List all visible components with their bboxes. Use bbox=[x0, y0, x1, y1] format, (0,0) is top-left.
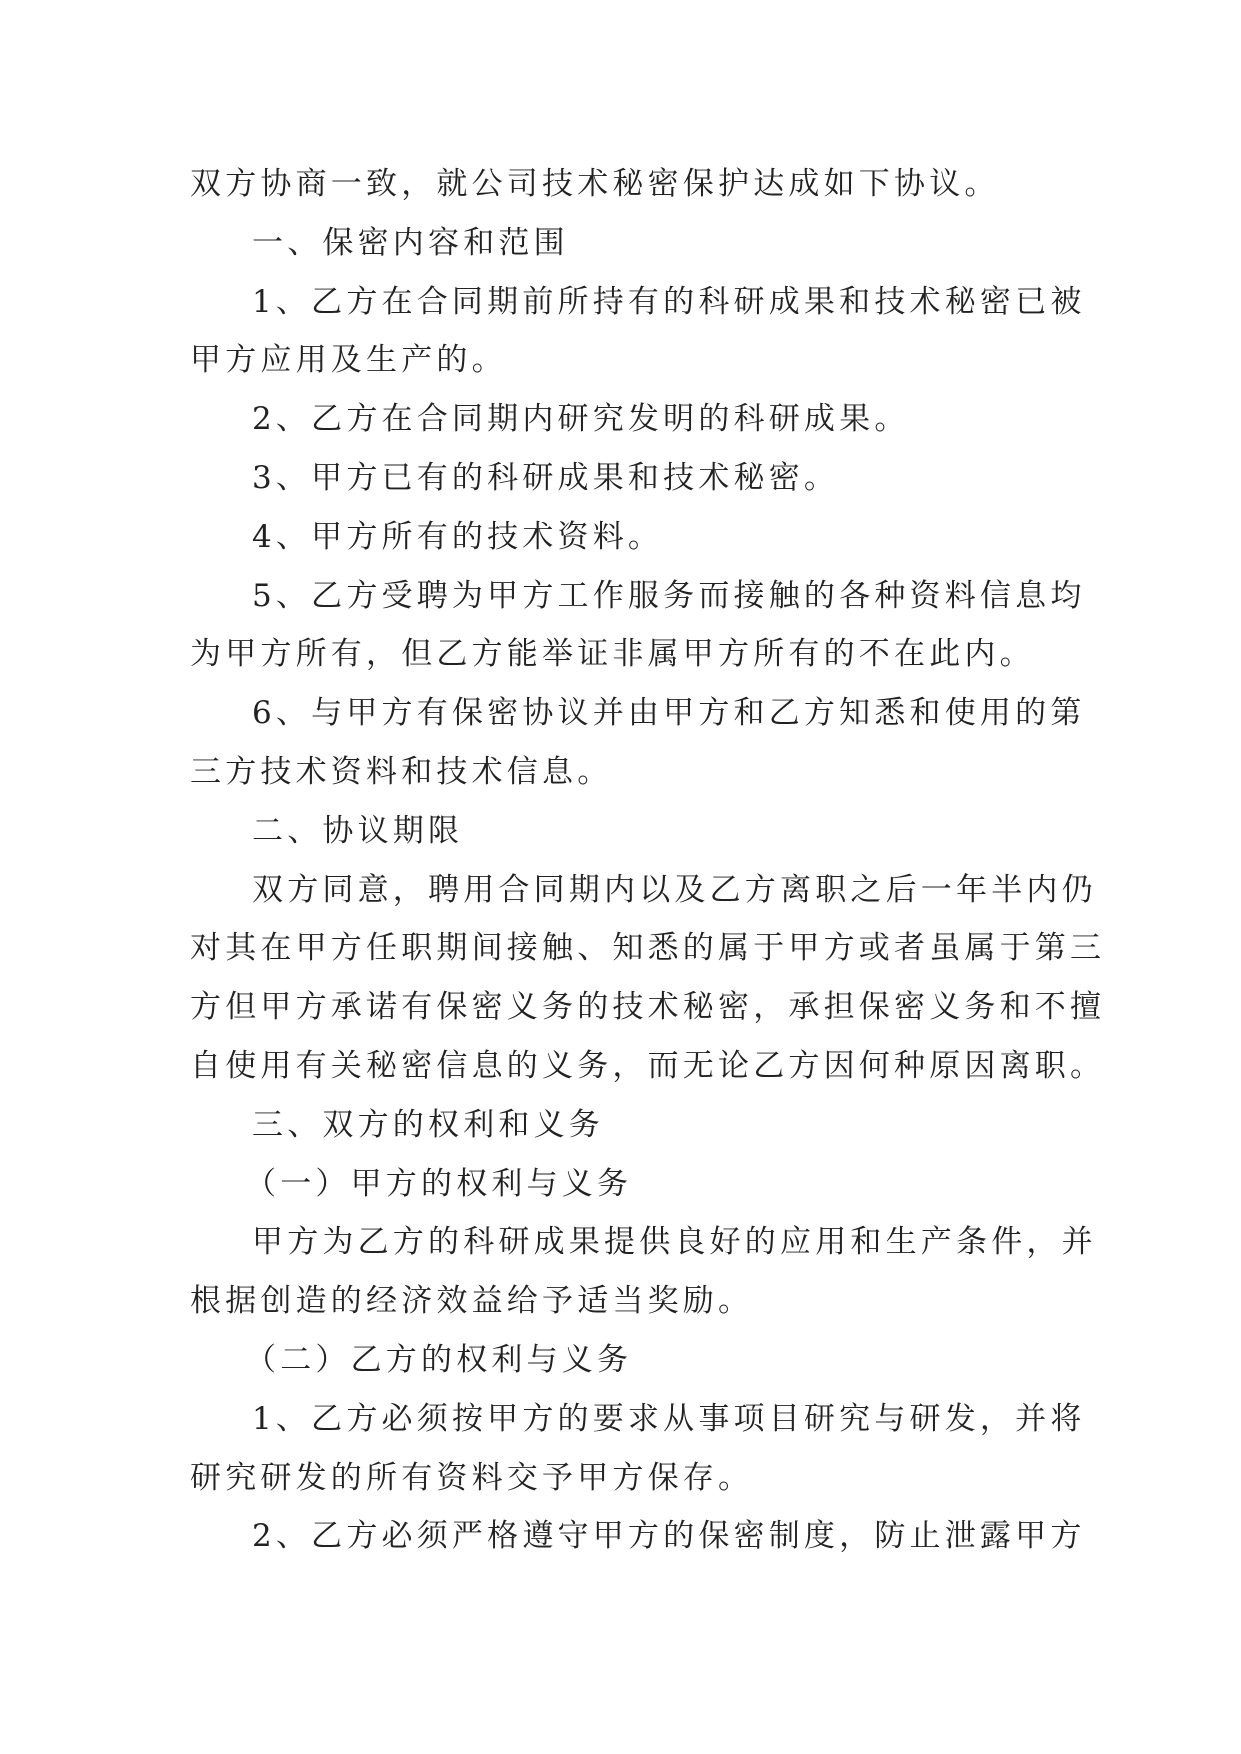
paragraph-line: 1、乙方在合同期前所持有的科研成果和技术秘密已被 bbox=[252, 283, 1086, 320]
paragraph-line: 2、乙方必须严格遵守甲方的保密制度，防止泄露甲方 bbox=[252, 1518, 1086, 1555]
paragraph-line: 5、乙方受聘为甲方工作服务而接触的各种资料信息均 bbox=[252, 577, 1086, 614]
paragraph-line: 对其在甲方任职期间接触、知悉的属于甲方或者虽属于第三 bbox=[190, 930, 1106, 967]
paragraph-line: 2、乙方在合同期内研究发明的科研成果。 bbox=[252, 401, 910, 438]
paragraph-line: 甲方应用及生产的。 bbox=[190, 342, 507, 379]
subsection-heading: （一）甲方的权利与义务 bbox=[245, 1165, 633, 1202]
paragraph-line: 根据创造的经济效益给予适当奖励。 bbox=[190, 1283, 754, 1320]
paragraph-line: 为甲方所有，但乙方能举证非属甲方所有的不在此内。 bbox=[190, 636, 1035, 673]
section-heading: 一、保密内容和范围 bbox=[252, 224, 569, 261]
paragraph-line: 3、甲方已有的科研成果和技术秘密。 bbox=[252, 459, 840, 496]
paragraph-line: 6、与甲方有保密协议并由甲方和乙方知悉和使用的第 bbox=[252, 695, 1086, 732]
document-body bbox=[190, 155, 1106, 1566]
paragraph-line: 甲方为乙方的科研成果提供良好的应用和生产条件，并 bbox=[252, 1224, 1097, 1261]
paragraph-line: 自使用有关秘密信息的义务，而无论乙方因何种原因离职。 bbox=[190, 1047, 1106, 1084]
section-heading: 三、双方的权利和义务 bbox=[252, 1106, 604, 1143]
paragraph-line: 4、甲方所有的技术资料。 bbox=[252, 518, 664, 555]
section-heading: 二、协议期限 bbox=[252, 812, 464, 849]
paragraph-line: 方但甲方承诺有保密义务的技术秘密，承担保密义务和不擅 bbox=[190, 989, 1106, 1026]
subsection-heading: （二）乙方的权利与义务 bbox=[245, 1341, 633, 1378]
paragraph-line: 研究研发的所有资料交予甲方保存。 bbox=[190, 1459, 754, 1496]
paragraph-line: 1、乙方必须按甲方的要求从事项目研究与研发，并将 bbox=[252, 1400, 1086, 1437]
paragraph-line: 双方协商一致，就公司技术秘密保护达成如下协议。 bbox=[190, 166, 1000, 202]
paragraph-line: 三方技术资料和技术信息。 bbox=[190, 753, 613, 790]
paragraph-line: 双方同意，聘用合同期内以及乙方离职之后一年半内仍 bbox=[252, 871, 1097, 908]
